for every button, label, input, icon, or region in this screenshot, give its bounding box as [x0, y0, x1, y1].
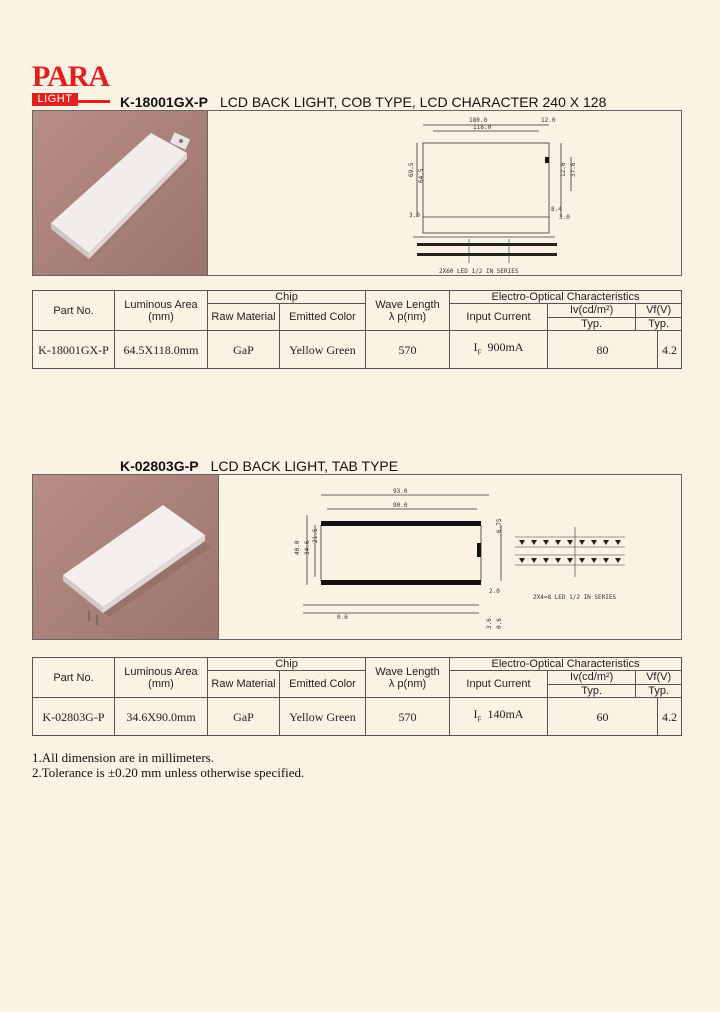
dim-label: 12.0 [560, 162, 567, 177]
footnote: 2.Tolerance is ±0.20 mm unless otherwise specified. [32, 765, 305, 780]
dim-label: 3.0 [409, 212, 420, 219]
dim-label: 34.6 [304, 540, 311, 555]
cell-part-no: K-18001GX-P [33, 331, 115, 369]
input-value: 900mA [487, 339, 524, 354]
header-wave-unit: λ p(nm) [388, 310, 427, 323]
dim-label: 0.6 [337, 614, 348, 621]
dim-label: 64.5 [418, 168, 425, 183]
cell-iv: 60 [548, 698, 658, 736]
header-iv: Iv(cd/m²) [548, 304, 636, 317]
cell-wave-length: 570 [366, 698, 450, 736]
dim-label: 6.75 [496, 518, 503, 533]
spec-table [32, 290, 682, 369]
header-iv-vf-group [548, 304, 682, 331]
header-iv-vf-group [548, 671, 682, 698]
header-input-current: Input Current [450, 671, 548, 698]
cell-luminous-area: 34.6X90.0mm [115, 698, 208, 736]
cell-vf: 4.2 [658, 698, 682, 736]
cell-luminous-area: 64.5X118.0mm [115, 331, 208, 369]
drawing-note: 2X4=8 LED 1/2 IN SERIES [533, 594, 617, 601]
dim-label: 40.0 [294, 540, 301, 555]
cell-wave-length: 570 [366, 331, 450, 369]
header-typ: Typ. [548, 684, 636, 697]
header-vf: Vf(V) [636, 671, 681, 684]
cell-input-current [450, 698, 548, 736]
product-photo [33, 475, 219, 639]
dim-label: 69.5 [408, 162, 415, 177]
dim-label: 12.0 [541, 117, 556, 124]
header-wave-label: Wave Length [375, 298, 440, 311]
header-luminous-area: Luminous Area (mm) [115, 291, 208, 331]
product-figure-frame [32, 110, 682, 276]
header-part-no: Part No. [33, 291, 115, 331]
brand-logo: PARA [32, 60, 110, 93]
cell-iv: 80 [548, 331, 658, 369]
product-title [120, 94, 606, 110]
dim-label: 21.5 [312, 528, 319, 543]
drawing-note: 2X60 LED 1/2 IN SERIES [439, 268, 519, 275]
product-part-number: K-18001GX-P [120, 94, 208, 110]
product-description: LCD BACK LIGHT, TAB TYPE [210, 458, 399, 474]
cell-raw-material: GaP [208, 331, 280, 369]
header-typ: Typ. [648, 317, 670, 330]
dim-label: 180.0 [469, 117, 488, 124]
product-title [120, 458, 398, 474]
header-raw-material: Raw Material [208, 671, 280, 698]
header-part-no: Part No. [33, 658, 115, 698]
header-iv: Iv(cd/m²) [548, 671, 636, 684]
dim-label: 8.4 [551, 206, 562, 213]
cell-emitted-color: Yellow Green [280, 331, 366, 369]
iv-vf-subtable [548, 304, 681, 330]
header-wave-label: Wave Length [375, 665, 440, 678]
iv-vf-subtable [548, 671, 681, 697]
cell-raw-material: GaP [208, 698, 280, 736]
header-typ: Typ. [648, 684, 670, 697]
logo-underline [78, 100, 110, 103]
header-wave-unit: λ p(nm) [388, 677, 427, 690]
product-figure-frame [32, 474, 682, 640]
dim-label: 93.0 [393, 488, 408, 495]
header-wave-length [366, 658, 450, 698]
footnote: 1.All dimension are in millimeters. [32, 750, 214, 765]
dim-label: 118.0 [473, 124, 492, 131]
header-typ: Typ. [548, 317, 636, 330]
header-emitted-color: Emitted Color [280, 671, 366, 698]
input-symbol: I [473, 706, 478, 721]
input-value: 140mA [487, 706, 524, 721]
input-subscript: F [477, 715, 482, 724]
spec-table [32, 657, 682, 736]
header-luminous-area: Luminous Area (mm) [115, 658, 208, 698]
header-electro-optical: Electro-Optical Characteristics [450, 291, 682, 304]
product-description: LCD BACK LIGHT, COB TYPE, LCD CHARACTER 240 X 128 [219, 94, 607, 110]
dim-label: 37.6 [570, 162, 577, 177]
header-input-current: Input Current [450, 304, 548, 331]
header-electro-optical: Electro-Optical Characteristics [450, 658, 682, 671]
dim-label: 90.0 [393, 502, 408, 509]
header-wave-length [366, 291, 450, 331]
dim-label: 3.6 [486, 618, 493, 629]
cell-input-current [450, 331, 548, 369]
header-chip: Chip [208, 291, 366, 304]
dimension-drawing [409, 113, 589, 275]
header-chip: Chip [208, 658, 366, 671]
header-vf: Vf(V) [636, 304, 681, 317]
cell-emitted-color: Yellow Green [280, 698, 366, 736]
header-raw-material: Raw Material [208, 304, 280, 331]
cell-vf: 4.2 [658, 331, 682, 369]
dim-label: 3.0 [559, 214, 570, 221]
product-photo [33, 111, 208, 275]
dimension-drawing [293, 485, 673, 635]
header-emitted-color: Emitted Color [280, 304, 366, 331]
input-subscript: F [477, 348, 482, 357]
input-symbol: I [473, 339, 478, 354]
brand-logo-sub: LIGHT [32, 93, 78, 106]
product-part-number: K-02803G-P [120, 458, 199, 474]
cell-part-no: K-02803G-P [33, 698, 115, 736]
dim-label: 0.6 [496, 618, 503, 629]
dim-label: 2.0 [489, 588, 500, 595]
